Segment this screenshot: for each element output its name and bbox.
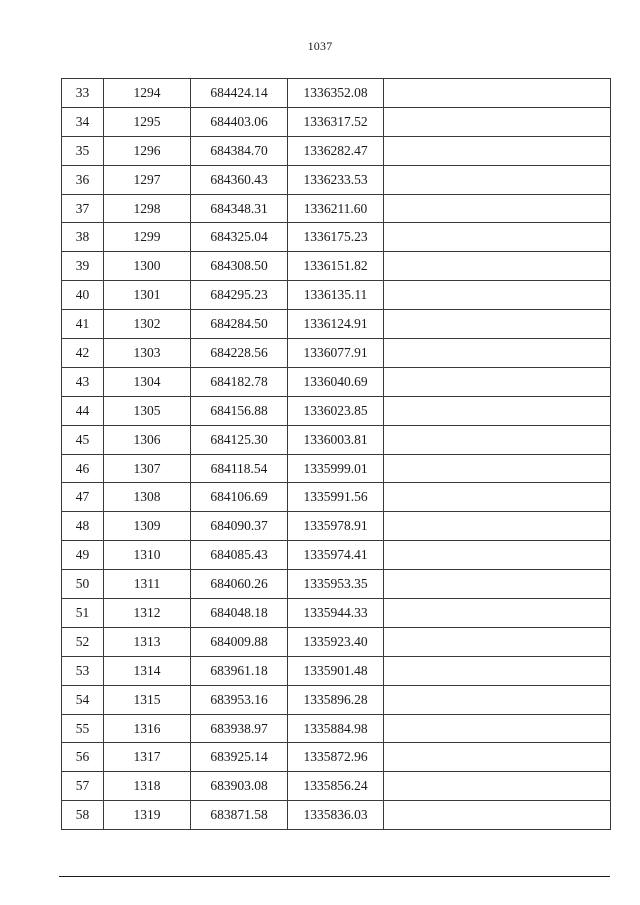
point-number-cell: 1319 — [104, 801, 191, 830]
note-cell — [384, 79, 611, 108]
y-coordinate-cell: 1335978.91 — [288, 512, 384, 541]
note-cell — [384, 512, 611, 541]
y-coordinate-cell: 1336135.11 — [288, 281, 384, 310]
point-number-cell: 1314 — [104, 656, 191, 685]
row-index-cell: 47 — [62, 483, 104, 512]
table-row — [62, 310, 611, 339]
y-coordinate-cell: 1336003.81 — [288, 425, 384, 454]
page-number: 1037 — [307, 39, 333, 53]
table-row — [62, 367, 611, 396]
point-number-cell: 1309 — [104, 512, 191, 541]
row-index-cell: 40 — [62, 281, 104, 310]
row-index-cell: 33 — [62, 79, 104, 108]
note-cell — [384, 281, 611, 310]
y-coordinate-cell: 1335944.33 — [288, 599, 384, 628]
x-coordinate-cell: 684424.14 — [191, 79, 288, 108]
row-index-cell: 50 — [62, 570, 104, 599]
table-row — [62, 599, 611, 628]
x-coordinate-cell: 684228.56 — [191, 339, 288, 368]
note-cell — [384, 339, 611, 368]
point-number-cell: 1303 — [104, 339, 191, 368]
x-coordinate-cell: 684348.31 — [191, 194, 288, 223]
row-index-cell: 35 — [62, 136, 104, 165]
y-coordinate-cell: 1335896.28 — [288, 685, 384, 714]
row-index-cell: 46 — [62, 454, 104, 483]
y-coordinate-cell: 1336211.60 — [288, 194, 384, 223]
note-cell — [384, 223, 611, 252]
y-coordinate-cell: 1335884.98 — [288, 714, 384, 743]
note-cell — [384, 107, 611, 136]
table-row — [62, 685, 611, 714]
x-coordinate-cell: 684284.50 — [191, 310, 288, 339]
row-index-cell: 57 — [62, 772, 104, 801]
point-number-cell: 1302 — [104, 310, 191, 339]
table-row — [62, 79, 611, 108]
note-cell — [384, 136, 611, 165]
y-coordinate-cell: 1336233.53 — [288, 165, 384, 194]
note-cell — [384, 483, 611, 512]
table-row — [62, 339, 611, 368]
point-number-cell: 1304 — [104, 367, 191, 396]
note-cell — [384, 570, 611, 599]
point-number-cell: 1300 — [104, 252, 191, 281]
x-coordinate-cell: 683953.16 — [191, 685, 288, 714]
x-coordinate-cell: 684060.26 — [191, 570, 288, 599]
point-number-cell: 1294 — [104, 79, 191, 108]
table-row — [62, 252, 611, 281]
note-cell — [384, 165, 611, 194]
point-number-cell: 1299 — [104, 223, 191, 252]
footer-rule — [59, 876, 610, 877]
note-cell — [384, 454, 611, 483]
x-coordinate-cell: 684085.43 — [191, 541, 288, 570]
y-coordinate-cell: 1335953.35 — [288, 570, 384, 599]
y-coordinate-cell: 1335923.40 — [288, 627, 384, 656]
row-index-cell: 42 — [62, 339, 104, 368]
y-coordinate-cell: 1336040.69 — [288, 367, 384, 396]
y-coordinate-cell: 1336151.82 — [288, 252, 384, 281]
x-coordinate-cell: 684295.23 — [191, 281, 288, 310]
row-index-cell: 54 — [62, 685, 104, 714]
x-coordinate-cell: 684384.70 — [191, 136, 288, 165]
point-number-cell: 1310 — [104, 541, 191, 570]
point-number-cell: 1307 — [104, 454, 191, 483]
y-coordinate-cell: 1335999.01 — [288, 454, 384, 483]
point-number-cell: 1306 — [104, 425, 191, 454]
table-row — [62, 107, 611, 136]
x-coordinate-cell: 684325.04 — [191, 223, 288, 252]
x-coordinate-cell: 684090.37 — [191, 512, 288, 541]
table-row — [62, 541, 611, 570]
y-coordinate-cell: 1335901.48 — [288, 656, 384, 685]
coordinates-table — [61, 78, 611, 830]
row-index-cell: 38 — [62, 223, 104, 252]
x-coordinate-cell: 684182.78 — [191, 367, 288, 396]
note-cell — [384, 194, 611, 223]
y-coordinate-cell: 1335991.56 — [288, 483, 384, 512]
point-number-cell: 1315 — [104, 685, 191, 714]
row-index-cell: 34 — [62, 107, 104, 136]
table-row — [62, 801, 611, 830]
x-coordinate-cell: 683871.58 — [191, 801, 288, 830]
table-row — [62, 396, 611, 425]
y-coordinate-cell: 1336317.52 — [288, 107, 384, 136]
note-cell — [384, 396, 611, 425]
point-number-cell: 1296 — [104, 136, 191, 165]
table-row — [62, 454, 611, 483]
table-row — [62, 165, 611, 194]
table-row — [62, 570, 611, 599]
table-row — [62, 136, 611, 165]
x-coordinate-cell: 683938.97 — [191, 714, 288, 743]
row-index-cell: 36 — [62, 165, 104, 194]
x-coordinate-cell: 683903.08 — [191, 772, 288, 801]
row-index-cell: 51 — [62, 599, 104, 628]
row-index-cell: 44 — [62, 396, 104, 425]
row-index-cell: 49 — [62, 541, 104, 570]
x-coordinate-cell: 684048.18 — [191, 599, 288, 628]
table-row — [62, 714, 611, 743]
point-number-cell: 1318 — [104, 772, 191, 801]
note-cell — [384, 772, 611, 801]
point-number-cell: 1312 — [104, 599, 191, 628]
point-number-cell: 1301 — [104, 281, 191, 310]
y-coordinate-cell: 1336282.47 — [288, 136, 384, 165]
y-coordinate-cell: 1336352.08 — [288, 79, 384, 108]
table-row — [62, 194, 611, 223]
point-number-cell: 1313 — [104, 627, 191, 656]
x-coordinate-cell: 684156.88 — [191, 396, 288, 425]
row-index-cell: 37 — [62, 194, 104, 223]
x-coordinate-cell: 684308.50 — [191, 252, 288, 281]
point-number-cell: 1316 — [104, 714, 191, 743]
point-number-cell: 1295 — [104, 107, 191, 136]
y-coordinate-cell: 1336023.85 — [288, 396, 384, 425]
y-coordinate-cell: 1335872.96 — [288, 743, 384, 772]
point-number-cell: 1317 — [104, 743, 191, 772]
note-cell — [384, 656, 611, 685]
row-index-cell: 41 — [62, 310, 104, 339]
x-coordinate-cell: 684118.54 — [191, 454, 288, 483]
row-index-cell: 58 — [62, 801, 104, 830]
table-row — [62, 281, 611, 310]
x-coordinate-cell: 684009.88 — [191, 627, 288, 656]
note-cell — [384, 599, 611, 628]
note-cell — [384, 714, 611, 743]
y-coordinate-cell: 1335974.41 — [288, 541, 384, 570]
table-row — [62, 483, 611, 512]
table-row — [62, 425, 611, 454]
note-cell — [384, 685, 611, 714]
point-number-cell: 1308 — [104, 483, 191, 512]
point-number-cell: 1311 — [104, 570, 191, 599]
row-index-cell: 52 — [62, 627, 104, 656]
table-row — [62, 656, 611, 685]
x-coordinate-cell: 683961.18 — [191, 656, 288, 685]
note-cell — [384, 252, 611, 281]
y-coordinate-cell: 1336077.91 — [288, 339, 384, 368]
row-index-cell: 43 — [62, 367, 104, 396]
row-index-cell: 48 — [62, 512, 104, 541]
row-index-cell: 53 — [62, 656, 104, 685]
row-index-cell: 55 — [62, 714, 104, 743]
note-cell — [384, 367, 611, 396]
table-row — [62, 772, 611, 801]
note-cell — [384, 743, 611, 772]
y-coordinate-cell: 1335836.03 — [288, 801, 384, 830]
x-coordinate-cell: 683925.14 — [191, 743, 288, 772]
table-body — [62, 79, 611, 830]
point-number-cell: 1305 — [104, 396, 191, 425]
x-coordinate-cell: 684360.43 — [191, 165, 288, 194]
x-coordinate-cell: 684106.69 — [191, 483, 288, 512]
y-coordinate-cell: 1336175.23 — [288, 223, 384, 252]
x-coordinate-cell: 684125.30 — [191, 425, 288, 454]
table-row — [62, 743, 611, 772]
point-number-cell: 1298 — [104, 194, 191, 223]
row-index-cell: 39 — [62, 252, 104, 281]
y-coordinate-cell: 1336124.91 — [288, 310, 384, 339]
point-number-cell: 1297 — [104, 165, 191, 194]
note-cell — [384, 541, 611, 570]
row-index-cell: 56 — [62, 743, 104, 772]
table-row — [62, 512, 611, 541]
note-cell — [384, 801, 611, 830]
y-coordinate-cell: 1335856.24 — [288, 772, 384, 801]
note-cell — [384, 425, 611, 454]
table-row — [62, 223, 611, 252]
note-cell — [384, 310, 611, 339]
table-row — [62, 627, 611, 656]
note-cell — [384, 627, 611, 656]
row-index-cell: 45 — [62, 425, 104, 454]
x-coordinate-cell: 684403.06 — [191, 107, 288, 136]
